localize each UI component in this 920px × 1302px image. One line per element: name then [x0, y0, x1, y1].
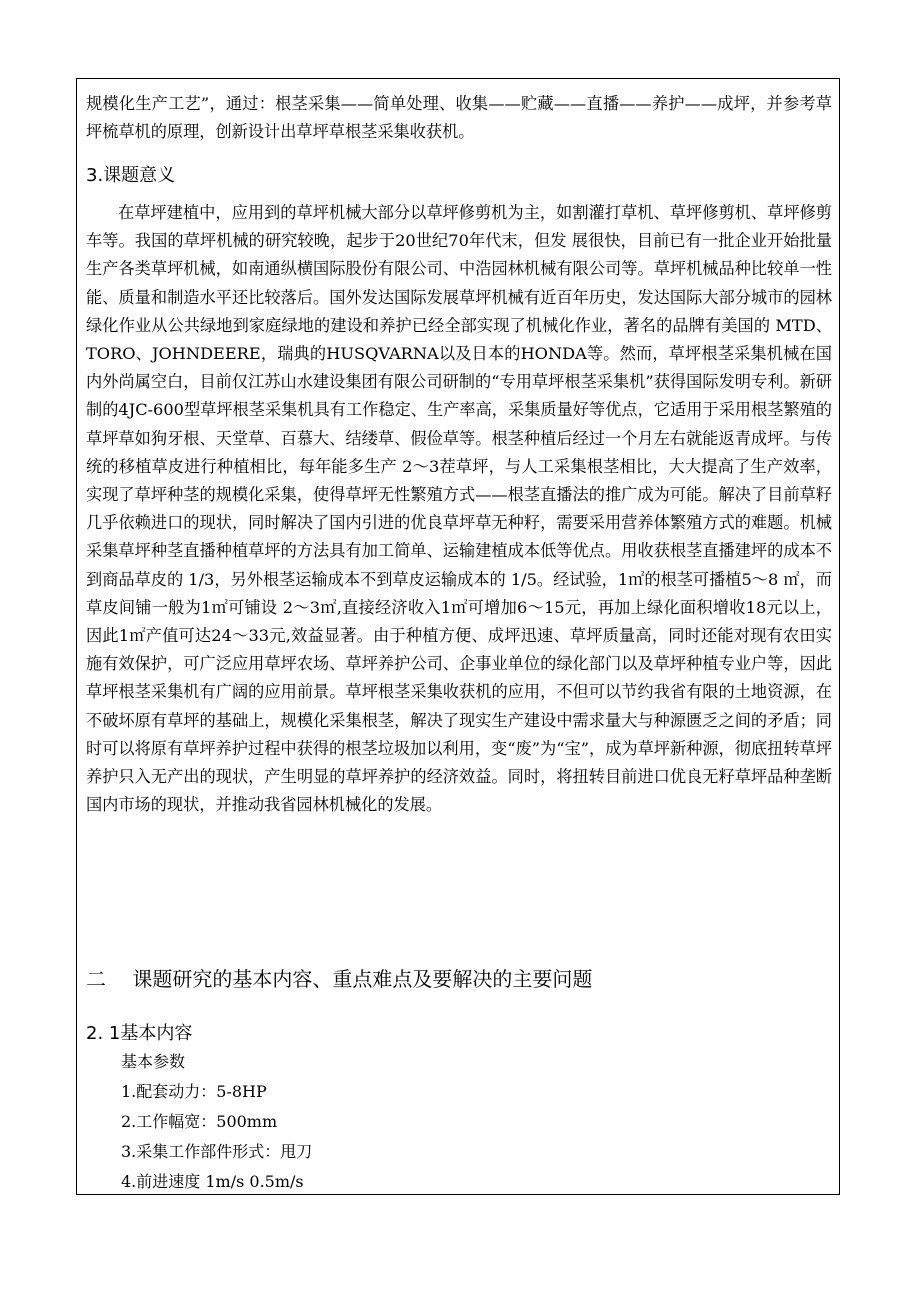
- section-3-heading: 3.课题意义: [86, 165, 176, 186]
- intro-paragraph: 规模化生产工艺”，通过：根茎采集——简单处理、收集——贮藏——直播——养护——成坪，并参考草坪梳草机的原理，创新设计出草坪草根茎采集收获机。: [86, 94, 832, 142]
- basic-params-title: 基本参数: [121, 1052, 186, 1071]
- param-item: 2.工作幅宽：500mm: [121, 1112, 278, 1131]
- param-item: 1.配套动力：5-8HP: [121, 1082, 267, 1101]
- param-item: 3.采集工作部件形式：甩刀: [121, 1142, 313, 1161]
- subsection-2-1-heading: 2. 1基本内容: [86, 1023, 193, 1044]
- document-table-cell: [76, 78, 840, 1195]
- section-2-heading: 二 课题研究的基本内容、重点难点及要解决的主要问题: [86, 967, 593, 991]
- significance-paragraph: 在草坪建植中，应用到的草坪机械大部分以草坪修剪机为主，如割灌打草机、草坪修剪机、草坪修剪车等。我国的草坪机械的研究较晚，起步于20世纪70年代末，但发 展很快，目前已有一批企业开始批量生产各类草坪机械，如南通纵横国际股份有限公司、中浩园林机械有限公司等。草坪机械品种比较单一性能、质量和制造水平还比较落后。国外发达国际发展草坪机械有近百年历史，发达国际大部分城市的园林绿化作业从公共绿地到家庭绿地的建设和养护已经全部实现了机械化作业，著名的品牌有美国的 MTD、TORO、JOHNDEERE，瑞典的HUSQVARNA以及日本的HONDA等。然而，草坪根茎采集机械在国内外尚属空白，目前仅江苏山水建设集团有限公司研制的“专用草坪根茎采集机”获得国际发明专利。新研制的4JC-600型草坪根茎采集机具有工作稳定、生产率高，采集质量好等优点，它适用于采用根茎繁殖的草坪草如狗牙根、天堂草、百慕大、结缕草、假俭草等。根茎种植后经过一个月左右就能返青成坪。与传统的移植草皮进行种植相比，每年能多生产 2～3茬草坪，与人工采集根茎相比，大大提高了生产效率，实现了草坪种茎的规模化采集，使得草坪无性繁殖方式——根茎直播法的推广成为可能。解决了目前草籽几乎依赖进口的现状，同时解决了国内引进的优良草坪草无种籽，需要采用营养体繁殖方式的难题。机械采集草坪种茎直播种植草坪的方法具有加工简单、运输建植成本低等优点。用收获根茎直播建坪的成本不到商品草皮的 1/3，另外根茎运输成本不到草皮运输成本的 1/5。经试验，1㎡的根茎可播植5～8 ㎡，而草皮间铺一般为1㎡可铺设 2～3㎡,直接经济收入1㎡可增加6～15元，再加上绿化面积增收18元以上，因此1㎡产值可达24～33元,效益显著。由于种植方便、成坪迅速、草坪质量高，同时还能对现有农田实施有效保护，可广泛应用草坪农场、草坪养护公司、企事业单位的绿化部门以及草坪种植专业户等，因此草坪根茎采集机有广阔的应用前景。草坪根茎采集收获机的应用，不但可以节约我省有限的土地资源，在不破坏原有草坪的基础上，规模化采集根茎，解决了现实生产建设中需求量大与种源匮乏之间的矛盾；同时可以将原有草坪养护过程中获得的根茎垃圾加以利用，变“废”为“宝”，成为草坪新种源，彻底扭转草坪养护只入无产出的现状，产生明显的草坪养护的经济效益。同时，将扭转目前进口优良无籽草坪品种垄断国内市场的现状，并推动我省园林机械化的发展。: [86, 203, 832, 815]
- param-item: 4.前进速度 1m/s 0.5m/s: [121, 1172, 304, 1191]
